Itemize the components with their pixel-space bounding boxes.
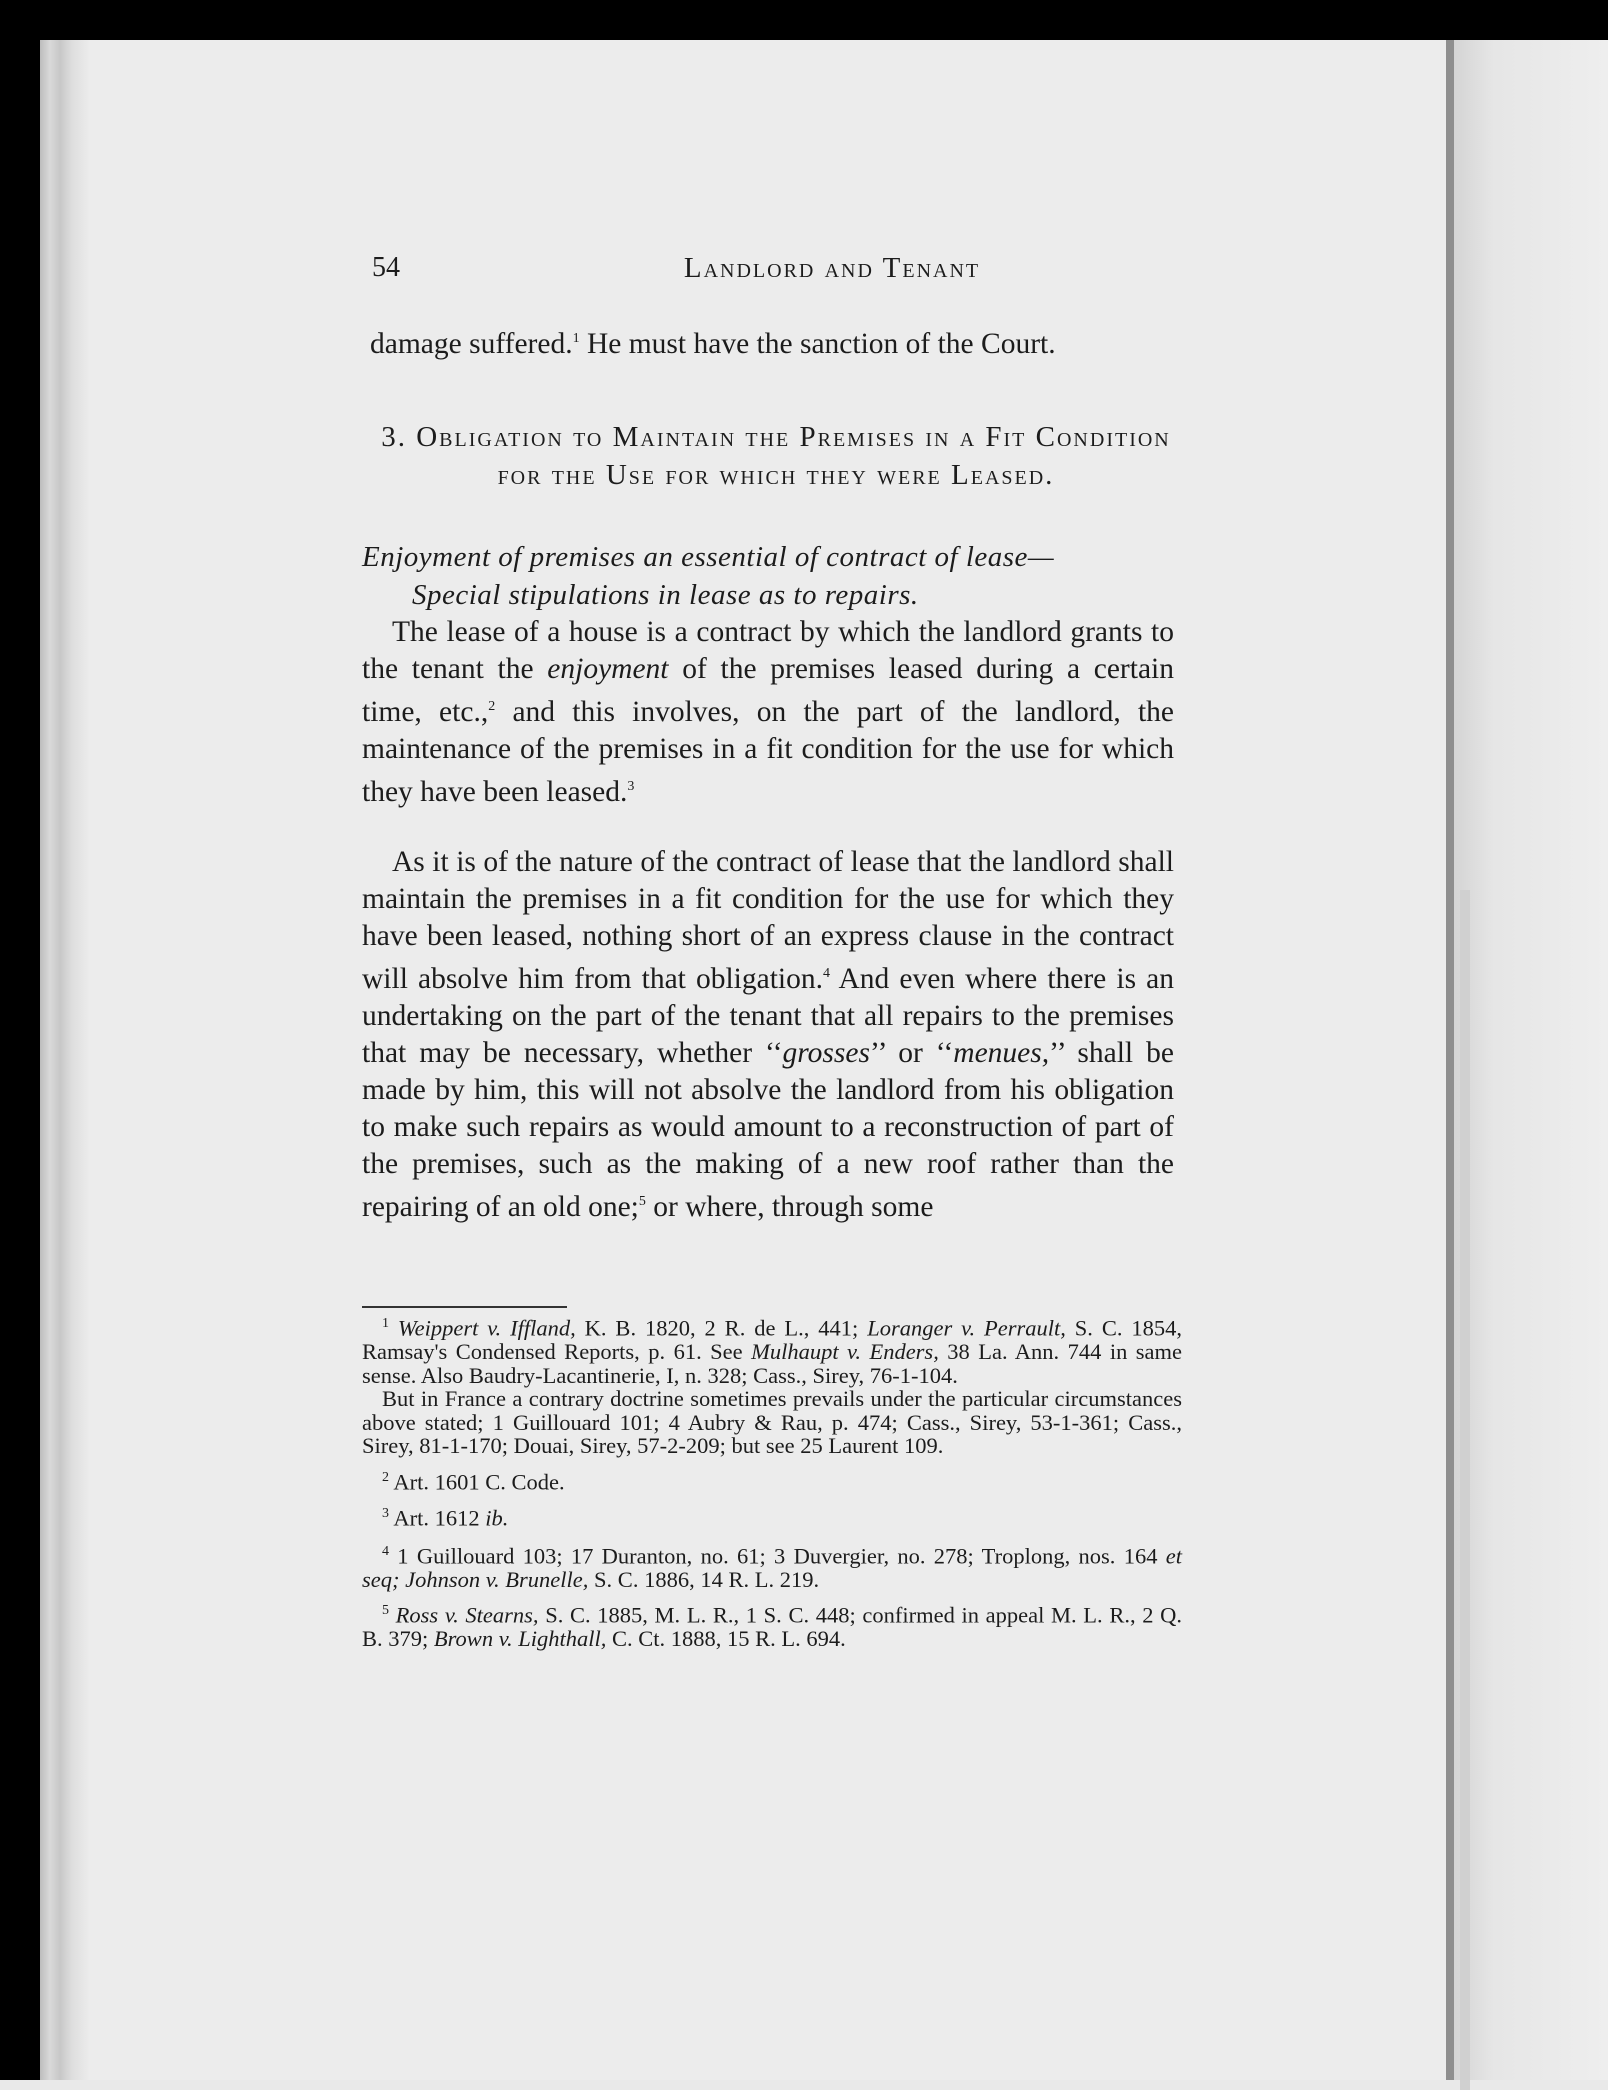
paragraph-text: or where, through some: [645, 1190, 934, 1223]
footnote-text: Art. 1601 C. Code.: [393, 1469, 565, 1494]
case-name: Loranger v. Perrault,: [867, 1315, 1066, 1341]
page-number: 54: [372, 252, 400, 283]
footnote-text: K. B. 1820, 2 R. de L., 441;: [575, 1315, 868, 1341]
term-menues: menues,: [953, 1036, 1050, 1069]
case-name: Ross v. Stearns,: [395, 1602, 539, 1628]
section-subheading: [362, 538, 1182, 614]
footnote-ref-1: 1: [572, 331, 580, 346]
footnote-5: [362, 1599, 1182, 1651]
footnote-text: C. Ct. 1888, 15 R. L. 694.: [606, 1626, 846, 1651]
facing-page-edge: [1454, 40, 1608, 2080]
term-grosses: grosses: [782, 1036, 870, 1069]
footnote-separator: [362, 1306, 567, 1308]
facing-page-shadow: [1460, 890, 1470, 2090]
paragraph-text: The lease of a house is a contract by which the landlord grants to the tenant the: [362, 616, 1174, 685]
footnote-ib: ib.: [485, 1505, 509, 1530]
footnote-et-seq: et seq;: [362, 1543, 1182, 1592]
footnote-number: 3: [382, 1505, 389, 1521]
body-paragraph-1: [362, 614, 1174, 811]
footnote-1: [362, 1312, 1182, 1387]
case-name: Johnson v. Brunelle,: [405, 1566, 589, 1592]
footnote-text: S. C. 1854, Ramsay's Condensed Reports, p. 61. See: [362, 1315, 1182, 1364]
footnote-1-continued: But in France a contrary doctrine sometimes prevails under the particular circumstances above stated; 1 Guillouard 101; 4 Aubry & Rau, p. 474; Cass., Sirey, 53-1-361; Cass., Sirey, 81-1-170; Douai, Sirey, 57-2-209; but see 25 Laurent 109.: [362, 1386, 1182, 1458]
case-name: Brown v. Lighthall,: [433, 1626, 607, 1651]
footnote-2: [362, 1466, 1182, 1494]
running-title: Landlord and Tenant: [683, 252, 981, 284]
footnote-text: Art. 1612: [393, 1505, 486, 1530]
opening-text: damage suffered.: [370, 327, 573, 360]
paragraph-text: and this involves, on the part of the landlord, the maintenance of the premises in a fit condition for the use for which they have been leased.: [362, 695, 1174, 808]
footnote-3: [362, 1502, 1182, 1530]
subheading-line-1: Enjoyment of premises an essential of contract of lease—: [362, 541, 1055, 573]
footnote-ref-4: 4: [822, 966, 830, 981]
footnote-number: 5: [382, 1603, 389, 1618]
footnote-text: 38 La. Ann. 744 in same sense. Also Baudry-Lacantinerie, I, n. 328; Cass., Sirey, 76-1-104.: [362, 1339, 1183, 1388]
footnote-text: 1 Guillouard 103; 17 Duranton, no. 61; 3 Duvergier, no. 278; Troplong, nos. 164: [397, 1543, 1166, 1568]
page-text-block: [362, 252, 1183, 1651]
book-gutter: [1446, 40, 1454, 2080]
paragraph-text: ’’ or ‘‘: [869, 1036, 954, 1069]
scan-border-top: [0, 0, 1608, 40]
case-name: Weippert v. Iffland,: [397, 1315, 576, 1341]
body-paragraph-2: [362, 844, 1174, 1226]
footnote-ref-3: 3: [627, 778, 635, 794]
book-page-edges: [40, 40, 90, 2080]
paragraph-text: And even where there is an undertaking on the part of the tenant that all repairs to the premises that may be necessary, whether ‘‘: [362, 962, 1174, 1069]
footnote-text: S. C. 1885, M. L. R., 1 S. C. 448; confirmed in appeal M. L. R., 2 Q. B. 379;: [362, 1602, 1183, 1651]
footnote-text: S. C. 1886, 14 R. L. 219.: [588, 1566, 820, 1592]
case-name: Mulhaupt v. Enders,: [751, 1339, 939, 1364]
footnote-number: 1: [382, 1316, 389, 1331]
paragraph-text: ’’ shall be made by him, this will not absolve the landlord from his obligation to make such repairs as would amount to a reconstruction of part of the premises, such as the making of a new roof rather than the repairing of an old one;: [362, 1036, 1174, 1223]
opening-text-cont: He must have the sanction of the Court.: [579, 327, 1056, 360]
footnotes: [362, 1312, 1182, 1659]
footnote-ref-5: 5: [638, 1193, 646, 1209]
paragraph-text: of the premises leased during a certain time, etc.,: [362, 653, 1174, 728]
opening-paragraph: [370, 320, 1182, 363]
footnote-4: [362, 1540, 1182, 1592]
paragraph-text: As it is of the nature of the contract of lease that the landlord shall maintain the premises in a fit condition for the use for which they have been leased, nothing short of an express clause in the contract will absolve him from that obligation.: [362, 846, 1174, 995]
running-head: [362, 252, 1182, 292]
footnote-number: 2: [382, 1469, 389, 1485]
footnote-number: 4: [382, 1543, 389, 1559]
section-heading: 3. Obligation to Maintain the Premises in a Fit Condition for the Use for which they were Leased.: [381, 421, 1171, 491]
emphasis-enjoyment: enjoyment: [547, 653, 669, 685]
footnote-ref-2: 2: [488, 699, 496, 714]
subheading-line-2: Special stipulations in lease as to repairs.: [412, 579, 919, 611]
scan-border-left: [0, 0, 40, 2080]
